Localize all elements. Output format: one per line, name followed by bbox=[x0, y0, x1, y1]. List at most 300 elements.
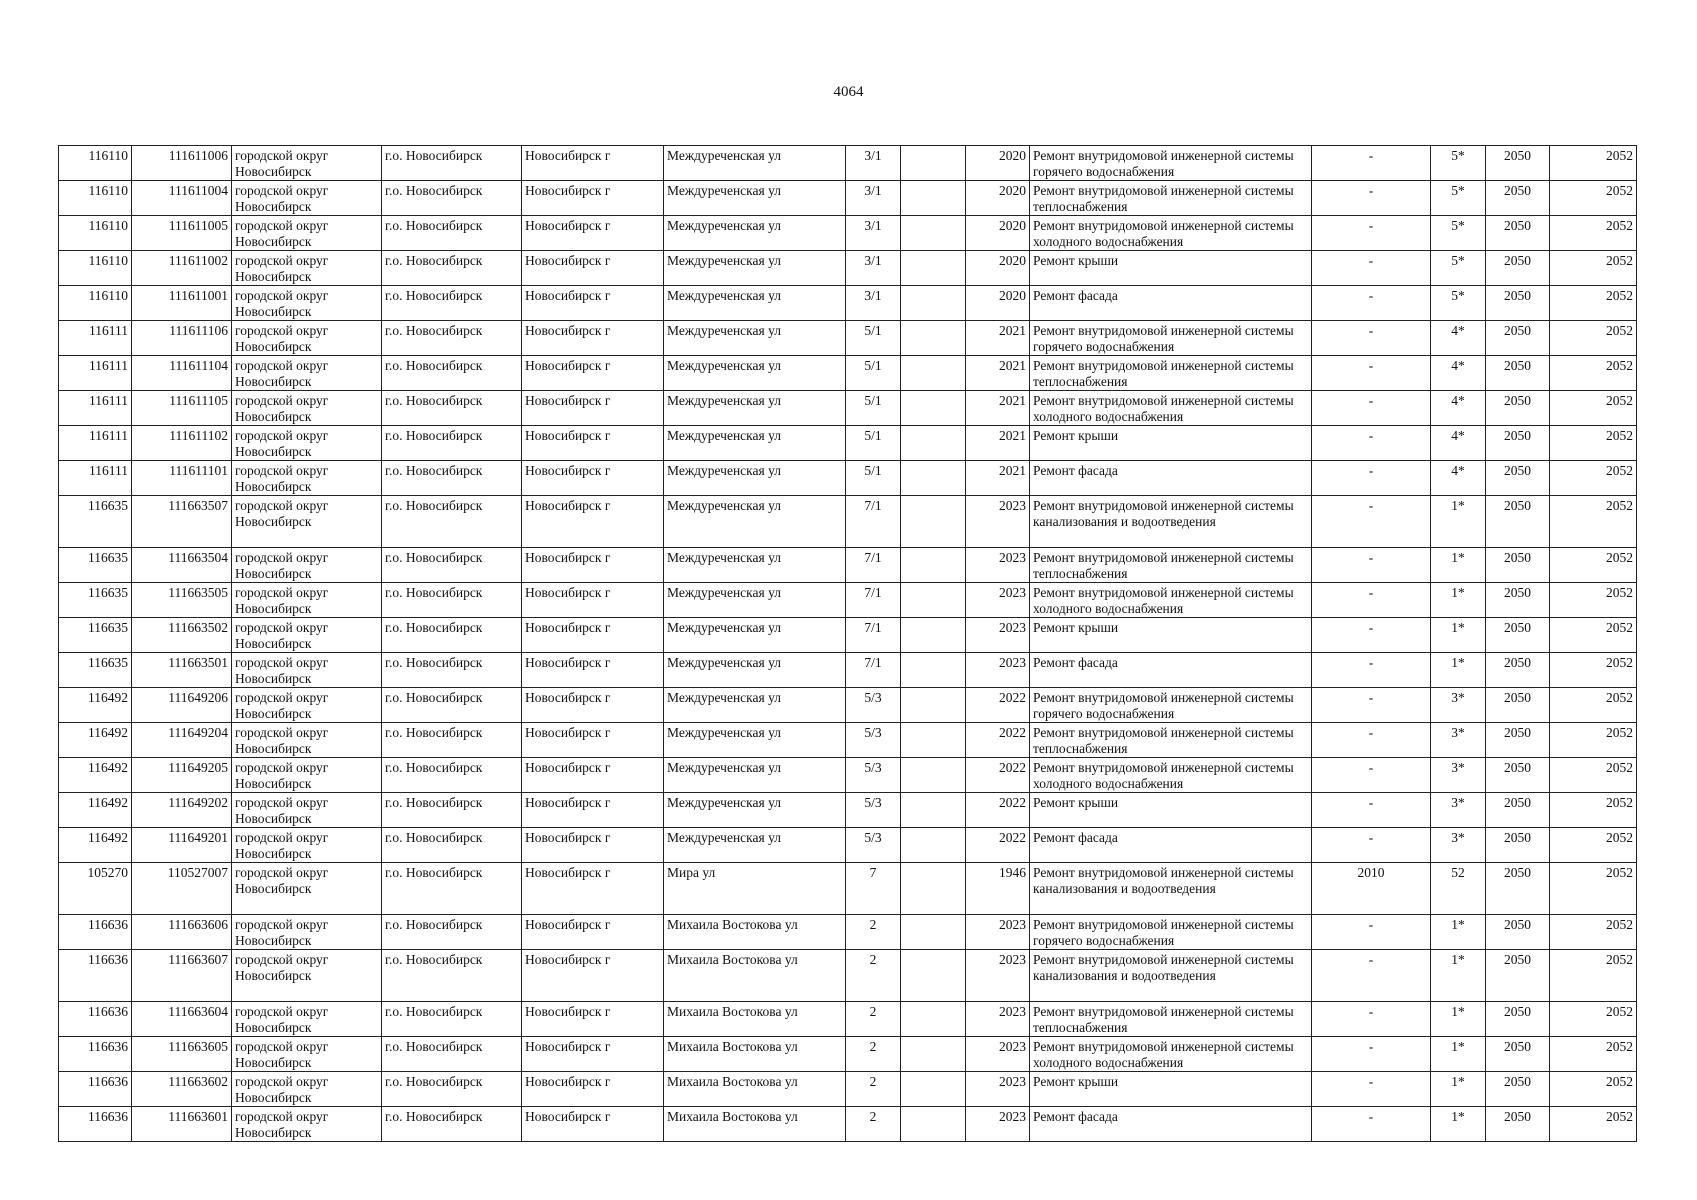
cell-year-built: 2020 bbox=[966, 146, 1030, 181]
cell-work-id: 111611006 bbox=[132, 146, 232, 181]
cell-house-number: 7/1 bbox=[846, 496, 901, 548]
cell-municipality: городской округ Новосибирск bbox=[232, 1037, 382, 1072]
cell-year-built: 2023 bbox=[966, 1072, 1030, 1107]
cell-year-built: 2020 bbox=[966, 216, 1030, 251]
cell-last-repair-year: 2010 bbox=[1312, 863, 1431, 915]
cell-last-repair-year: - bbox=[1312, 688, 1431, 723]
cell-last-repair-year: - bbox=[1312, 583, 1431, 618]
cell-wear: 1* bbox=[1431, 950, 1486, 1002]
cell-street: Междуреченская ул bbox=[664, 618, 846, 653]
cell-year-built: 2022 bbox=[966, 828, 1030, 863]
cell-plan-start: 2050 bbox=[1486, 216, 1550, 251]
cell-work-id: 111611101 bbox=[132, 461, 232, 496]
cell-locality: Новосибирск г bbox=[522, 1002, 664, 1037]
cell-house-number: 2 bbox=[846, 1072, 901, 1107]
cell-corpus bbox=[901, 618, 966, 653]
cell-last-repair-year: - bbox=[1312, 496, 1431, 548]
cell-house-number: 5/3 bbox=[846, 688, 901, 723]
cell-plan-end: 2052 bbox=[1550, 426, 1637, 461]
cell-locality: Новосибирск г bbox=[522, 496, 664, 548]
cell-locality: Новосибирск г bbox=[522, 583, 664, 618]
cell-house-number: 5/3 bbox=[846, 758, 901, 793]
cell-locality: Новосибирск г bbox=[522, 1107, 664, 1142]
cell-district: г.о. Новосибирск bbox=[382, 618, 522, 653]
cell-corpus bbox=[901, 461, 966, 496]
cell-last-repair-year: - bbox=[1312, 146, 1431, 181]
cell-work-type: Ремонт внутридомовой инженерной системы теплоснабжения bbox=[1030, 548, 1312, 583]
cell-last-repair-year: - bbox=[1312, 426, 1431, 461]
cell-street: Междуреченская ул bbox=[664, 251, 846, 286]
table-row bbox=[59, 828, 1637, 863]
cell-work-id: 111663505 bbox=[132, 583, 232, 618]
cell-plan-end: 2052 bbox=[1550, 758, 1637, 793]
cell-district: г.о. Новосибирск bbox=[382, 356, 522, 391]
cell-last-repair-year: - bbox=[1312, 758, 1431, 793]
cell-work-id: 111663504 bbox=[132, 548, 232, 583]
cell-plan-start: 2050 bbox=[1486, 863, 1550, 915]
cell-plan-end: 2052 bbox=[1550, 1072, 1637, 1107]
table-row bbox=[59, 356, 1637, 391]
cell-locality: Новосибирск г bbox=[522, 391, 664, 426]
cell-corpus bbox=[901, 391, 966, 426]
cell-corpus bbox=[901, 863, 966, 915]
cell-plan-start: 2050 bbox=[1486, 391, 1550, 426]
cell-corpus bbox=[901, 251, 966, 286]
cell-house-id: 105270 bbox=[59, 863, 132, 915]
cell-house-id: 116492 bbox=[59, 688, 132, 723]
cell-plan-start: 2050 bbox=[1486, 950, 1550, 1002]
table-row bbox=[59, 216, 1637, 251]
cell-year-built: 2023 bbox=[966, 1107, 1030, 1142]
cell-municipality: городской округ Новосибирск bbox=[232, 461, 382, 496]
cell-district: г.о. Новосибирск bbox=[382, 181, 522, 216]
cell-wear: 5* bbox=[1431, 286, 1486, 321]
cell-plan-end: 2052 bbox=[1550, 618, 1637, 653]
cell-work-id: 111611106 bbox=[132, 321, 232, 356]
cell-wear: 4* bbox=[1431, 391, 1486, 426]
cell-work-id: 110527007 bbox=[132, 863, 232, 915]
cell-work-id: 111663607 bbox=[132, 950, 232, 1002]
cell-house-id: 116636 bbox=[59, 1072, 132, 1107]
cell-house-id: 116111 bbox=[59, 321, 132, 356]
cell-corpus bbox=[901, 181, 966, 216]
cell-plan-start: 2050 bbox=[1486, 758, 1550, 793]
cell-work-id: 111611105 bbox=[132, 391, 232, 426]
cell-plan-start: 2050 bbox=[1486, 461, 1550, 496]
cell-year-built: 2023 bbox=[966, 618, 1030, 653]
cell-house-id: 116635 bbox=[59, 653, 132, 688]
cell-wear: 3* bbox=[1431, 688, 1486, 723]
cell-plan-end: 2052 bbox=[1550, 653, 1637, 688]
cell-house-number: 5/3 bbox=[846, 828, 901, 863]
cell-plan-start: 2050 bbox=[1486, 146, 1550, 181]
cell-locality: Новосибирск г bbox=[522, 863, 664, 915]
cell-year-built: 2021 bbox=[966, 391, 1030, 426]
cell-plan-end: 2052 bbox=[1550, 356, 1637, 391]
cell-locality: Новосибирск г bbox=[522, 461, 664, 496]
table-row bbox=[59, 653, 1637, 688]
cell-work-type: Ремонт крыши bbox=[1030, 251, 1312, 286]
cell-house-id: 116492 bbox=[59, 758, 132, 793]
cell-year-built: 2022 bbox=[966, 723, 1030, 758]
cell-corpus bbox=[901, 653, 966, 688]
cell-district: г.о. Новосибирск bbox=[382, 950, 522, 1002]
cell-district: г.о. Новосибирск bbox=[382, 688, 522, 723]
table-row bbox=[59, 426, 1637, 461]
cell-municipality: городской округ Новосибирск bbox=[232, 356, 382, 391]
cell-last-repair-year: - bbox=[1312, 1037, 1431, 1072]
cell-plan-end: 2052 bbox=[1550, 688, 1637, 723]
cell-plan-start: 2050 bbox=[1486, 548, 1550, 583]
cell-locality: Новосибирск г bbox=[522, 181, 664, 216]
cell-plan-start: 2050 bbox=[1486, 1072, 1550, 1107]
cell-house-id: 116635 bbox=[59, 583, 132, 618]
cell-locality: Новосибирск г bbox=[522, 653, 664, 688]
table-row bbox=[59, 863, 1637, 915]
cell-year-built: 2023 bbox=[966, 1037, 1030, 1072]
cell-work-type: Ремонт внутридомовой инженерной системы холодного водоснабжения bbox=[1030, 758, 1312, 793]
cell-district: г.о. Новосибирск bbox=[382, 583, 522, 618]
cell-district: г.о. Новосибирск bbox=[382, 1072, 522, 1107]
cell-house-number: 2 bbox=[846, 1002, 901, 1037]
table-row bbox=[59, 758, 1637, 793]
cell-street: Междуреченская ул bbox=[664, 496, 846, 548]
cell-wear: 4* bbox=[1431, 321, 1486, 356]
cell-plan-start: 2050 bbox=[1486, 793, 1550, 828]
cell-locality: Новосибирск г bbox=[522, 828, 664, 863]
cell-house-id: 116110 bbox=[59, 251, 132, 286]
cell-plan-start: 2050 bbox=[1486, 688, 1550, 723]
cell-street: Междуреченская ул bbox=[664, 548, 846, 583]
cell-work-type: Ремонт фасада bbox=[1030, 828, 1312, 863]
cell-plan-start: 2050 bbox=[1486, 583, 1550, 618]
cell-house-number: 2 bbox=[846, 915, 901, 950]
table-row bbox=[59, 723, 1637, 758]
cell-district: г.о. Новосибирск bbox=[382, 321, 522, 356]
cell-year-built: 2021 bbox=[966, 356, 1030, 391]
cell-corpus bbox=[901, 1002, 966, 1037]
cell-work-type: Ремонт внутридомовой инженерной системы холодного водоснабжения bbox=[1030, 391, 1312, 426]
cell-year-built: 2021 bbox=[966, 461, 1030, 496]
cell-corpus bbox=[901, 216, 966, 251]
cell-plan-end: 2052 bbox=[1550, 1107, 1637, 1142]
cell-work-type: Ремонт крыши bbox=[1030, 1072, 1312, 1107]
cell-last-repair-year: - bbox=[1312, 1002, 1431, 1037]
cell-street: Междуреченская ул bbox=[664, 286, 846, 321]
cell-municipality: городской округ Новосибирск bbox=[232, 950, 382, 1002]
cell-street: Междуреченская ул bbox=[664, 181, 846, 216]
cell-house-number: 7/1 bbox=[846, 618, 901, 653]
cell-plan-end: 2052 bbox=[1550, 723, 1637, 758]
cell-locality: Новосибирск г bbox=[522, 426, 664, 461]
cell-locality: Новосибирск г bbox=[522, 1072, 664, 1107]
cell-district: г.о. Новосибирск bbox=[382, 426, 522, 461]
cell-street: Междуреченская ул bbox=[664, 216, 846, 251]
cell-street: Междуреченская ул bbox=[664, 461, 846, 496]
cell-house-number: 5/1 bbox=[846, 461, 901, 496]
cell-last-repair-year: - bbox=[1312, 181, 1431, 216]
cell-locality: Новосибирск г bbox=[522, 723, 664, 758]
cell-district: г.о. Новосибирск bbox=[382, 653, 522, 688]
cell-year-built: 2020 bbox=[966, 181, 1030, 216]
cell-locality: Новосибирск г bbox=[522, 793, 664, 828]
cell-locality: Новосибирск г bbox=[522, 1037, 664, 1072]
cell-street: Михаила Востокова ул bbox=[664, 1037, 846, 1072]
cell-locality: Новосибирск г bbox=[522, 915, 664, 950]
table-row bbox=[59, 496, 1637, 548]
cell-plan-start: 2050 bbox=[1486, 1002, 1550, 1037]
cell-street: Междуреченская ул bbox=[664, 426, 846, 461]
cell-municipality: городской округ Новосибирск bbox=[232, 496, 382, 548]
cell-house-id: 116635 bbox=[59, 548, 132, 583]
cell-work-type: Ремонт внутридомовой инженерной системы теплоснабжения bbox=[1030, 181, 1312, 216]
cell-municipality: городской округ Новосибирск bbox=[232, 863, 382, 915]
cell-work-type: Ремонт внутридомовой инженерной системы теплоснабжения bbox=[1030, 1002, 1312, 1037]
table-row bbox=[59, 461, 1637, 496]
cell-corpus bbox=[901, 950, 966, 1002]
cell-municipality: городской округ Новосибирск bbox=[232, 146, 382, 181]
cell-wear: 4* bbox=[1431, 356, 1486, 391]
cell-house-number: 5/1 bbox=[846, 356, 901, 391]
cell-plan-start: 2050 bbox=[1486, 286, 1550, 321]
table-row bbox=[59, 181, 1637, 216]
cell-house-number: 5/1 bbox=[846, 426, 901, 461]
cell-house-number: 3/1 bbox=[846, 181, 901, 216]
cell-district: г.о. Новосибирск bbox=[382, 496, 522, 548]
cell-corpus bbox=[901, 496, 966, 548]
table-row bbox=[59, 1107, 1637, 1142]
cell-wear: 4* bbox=[1431, 461, 1486, 496]
cell-year-built: 2021 bbox=[966, 426, 1030, 461]
cell-work-type: Ремонт крыши bbox=[1030, 618, 1312, 653]
table-row bbox=[59, 1037, 1637, 1072]
cell-plan-end: 2052 bbox=[1550, 251, 1637, 286]
cell-last-repair-year: - bbox=[1312, 1107, 1431, 1142]
cell-plan-start: 2050 bbox=[1486, 723, 1550, 758]
cell-house-id: 116635 bbox=[59, 618, 132, 653]
cell-work-type: Ремонт внутридомовой инженерной системы горячего водоснабжения bbox=[1030, 321, 1312, 356]
cell-plan-start: 2050 bbox=[1486, 321, 1550, 356]
cell-work-id: 111663502 bbox=[132, 618, 232, 653]
cell-street: Михаила Востокова ул bbox=[664, 1072, 846, 1107]
cell-year-built: 2023 bbox=[966, 1002, 1030, 1037]
table-row bbox=[59, 286, 1637, 321]
cell-municipality: городской округ Новосибирск bbox=[232, 321, 382, 356]
table-row bbox=[59, 146, 1637, 181]
cell-corpus bbox=[901, 583, 966, 618]
cell-wear: 3* bbox=[1431, 793, 1486, 828]
cell-district: г.о. Новосибирск bbox=[382, 1002, 522, 1037]
cell-corpus bbox=[901, 758, 966, 793]
cell-work-type: Ремонт фасада bbox=[1030, 1107, 1312, 1142]
cell-work-type: Ремонт внутридомовой инженерной системы холодного водоснабжения bbox=[1030, 1037, 1312, 1072]
table-row bbox=[59, 1002, 1637, 1037]
cell-house-id: 116111 bbox=[59, 426, 132, 461]
cell-municipality: городской округ Новосибирск bbox=[232, 828, 382, 863]
cell-house-id: 116110 bbox=[59, 286, 132, 321]
cell-work-type: Ремонт фасада bbox=[1030, 286, 1312, 321]
cell-street: Междуреченская ул bbox=[664, 146, 846, 181]
cell-work-id: 111663602 bbox=[132, 1072, 232, 1107]
table-row bbox=[59, 583, 1637, 618]
cell-corpus bbox=[901, 828, 966, 863]
cell-house-id: 116636 bbox=[59, 1002, 132, 1037]
cell-plan-start: 2050 bbox=[1486, 251, 1550, 286]
cell-wear: 5* bbox=[1431, 251, 1486, 286]
cell-house-id: 116636 bbox=[59, 1107, 132, 1142]
cell-plan-end: 2052 bbox=[1550, 1037, 1637, 1072]
cell-street: Междуреченская ул bbox=[664, 828, 846, 863]
cell-work-type: Ремонт фасада bbox=[1030, 653, 1312, 688]
table-body bbox=[59, 146, 1637, 1142]
cell-house-number: 7/1 bbox=[846, 583, 901, 618]
cell-wear: 52 bbox=[1431, 863, 1486, 915]
cell-street: Междуреченская ул bbox=[664, 391, 846, 426]
cell-house-number: 7 bbox=[846, 863, 901, 915]
cell-street: Междуреченская ул bbox=[664, 688, 846, 723]
cell-municipality: городской округ Новосибирск bbox=[232, 548, 382, 583]
cell-work-id: 111611004 bbox=[132, 181, 232, 216]
cell-wear: 5* bbox=[1431, 181, 1486, 216]
cell-work-id: 111663606 bbox=[132, 915, 232, 950]
cell-district: г.о. Новосибирск bbox=[382, 251, 522, 286]
cell-plan-end: 2052 bbox=[1550, 1002, 1637, 1037]
cell-work-id: 111611104 bbox=[132, 356, 232, 391]
cell-district: г.о. Новосибирск bbox=[382, 1107, 522, 1142]
table-row bbox=[59, 950, 1637, 1002]
cell-plan-end: 2052 bbox=[1550, 391, 1637, 426]
cell-plan-end: 2052 bbox=[1550, 950, 1637, 1002]
cell-house-number: 3/1 bbox=[846, 146, 901, 181]
cell-plan-start: 2050 bbox=[1486, 618, 1550, 653]
cell-year-built: 1946 bbox=[966, 863, 1030, 915]
cell-district: г.о. Новосибирск bbox=[382, 863, 522, 915]
cell-plan-start: 2050 bbox=[1486, 496, 1550, 548]
cell-plan-end: 2052 bbox=[1550, 146, 1637, 181]
cell-last-repair-year: - bbox=[1312, 391, 1431, 426]
cell-locality: Новосибирск г bbox=[522, 321, 664, 356]
cell-year-built: 2023 bbox=[966, 915, 1030, 950]
cell-district: г.о. Новосибирск bbox=[382, 286, 522, 321]
cell-house-number: 5/1 bbox=[846, 321, 901, 356]
cell-work-id: 111663507 bbox=[132, 496, 232, 548]
cell-work-type: Ремонт крыши bbox=[1030, 793, 1312, 828]
cell-work-id: 111611005 bbox=[132, 216, 232, 251]
cell-plan-end: 2052 bbox=[1550, 496, 1637, 548]
cell-wear: 1* bbox=[1431, 618, 1486, 653]
cell-work-id: 111611001 bbox=[132, 286, 232, 321]
cell-work-type: Ремонт внутридомовой инженерной системы теплоснабжения bbox=[1030, 723, 1312, 758]
cell-plan-end: 2052 bbox=[1550, 286, 1637, 321]
cell-wear: 4* bbox=[1431, 426, 1486, 461]
cell-municipality: городской округ Новосибирск bbox=[232, 251, 382, 286]
cell-plan-end: 2052 bbox=[1550, 461, 1637, 496]
cell-work-type: Ремонт внутридомовой инженерной системы горячего водоснабжения bbox=[1030, 688, 1312, 723]
cell-plan-end: 2052 bbox=[1550, 548, 1637, 583]
cell-work-id: 111649201 bbox=[132, 828, 232, 863]
cell-corpus bbox=[901, 793, 966, 828]
cell-plan-end: 2052 bbox=[1550, 216, 1637, 251]
cell-plan-start: 2050 bbox=[1486, 426, 1550, 461]
cell-street: Мира ул bbox=[664, 863, 846, 915]
cell-last-repair-year: - bbox=[1312, 548, 1431, 583]
cell-street: Междуреченская ул bbox=[664, 356, 846, 391]
cell-district: г.о. Новосибирск bbox=[382, 723, 522, 758]
cell-street: Междуреченская ул bbox=[664, 653, 846, 688]
cell-corpus bbox=[901, 286, 966, 321]
cell-house-number: 7/1 bbox=[846, 548, 901, 583]
table-row bbox=[59, 793, 1637, 828]
cell-house-number: 2 bbox=[846, 1107, 901, 1142]
cell-work-type: Ремонт крыши bbox=[1030, 426, 1312, 461]
cell-plan-end: 2052 bbox=[1550, 321, 1637, 356]
cell-house-id: 116636 bbox=[59, 950, 132, 1002]
cell-year-built: 2023 bbox=[966, 950, 1030, 1002]
cell-year-built: 2023 bbox=[966, 583, 1030, 618]
cell-plan-start: 2050 bbox=[1486, 181, 1550, 216]
cell-street: Междуреченская ул bbox=[664, 793, 846, 828]
cell-district: г.о. Новосибирск bbox=[382, 915, 522, 950]
cell-house-id: 116636 bbox=[59, 915, 132, 950]
cell-plan-start: 2050 bbox=[1486, 828, 1550, 863]
cell-district: г.о. Новосибирск bbox=[382, 1037, 522, 1072]
cell-year-built: 2023 bbox=[966, 653, 1030, 688]
cell-year-built: 2021 bbox=[966, 321, 1030, 356]
cell-municipality: городской округ Новосибирск bbox=[232, 618, 382, 653]
cell-municipality: городской округ Новосибирск bbox=[232, 653, 382, 688]
cell-house-id: 116492 bbox=[59, 828, 132, 863]
cell-house-number: 3/1 bbox=[846, 286, 901, 321]
cell-house-number: 2 bbox=[846, 1037, 901, 1072]
cell-last-repair-year: - bbox=[1312, 793, 1431, 828]
cell-year-built: 2020 bbox=[966, 251, 1030, 286]
cell-municipality: городской округ Новосибирск bbox=[232, 391, 382, 426]
cell-municipality: городской округ Новосибирск bbox=[232, 583, 382, 618]
cell-municipality: городской округ Новосибирск bbox=[232, 723, 382, 758]
cell-corpus bbox=[901, 1107, 966, 1142]
cell-last-repair-year: - bbox=[1312, 950, 1431, 1002]
cell-house-id: 116111 bbox=[59, 391, 132, 426]
cell-house-number: 5/3 bbox=[846, 793, 901, 828]
cell-year-built: 2023 bbox=[966, 496, 1030, 548]
cell-year-built: 2020 bbox=[966, 286, 1030, 321]
cell-street: Михаила Востокова ул bbox=[664, 1107, 846, 1142]
cell-street: Михаила Востокова ул bbox=[664, 1002, 846, 1037]
cell-year-built: 2022 bbox=[966, 758, 1030, 793]
cell-municipality: городской округ Новосибирск bbox=[232, 1107, 382, 1142]
cell-corpus bbox=[901, 548, 966, 583]
cell-wear: 3* bbox=[1431, 758, 1486, 793]
cell-municipality: городской округ Новосибирск bbox=[232, 688, 382, 723]
cell-district: г.о. Новосибирск bbox=[382, 548, 522, 583]
table-row bbox=[59, 391, 1637, 426]
repair-registry-table bbox=[58, 145, 1637, 1142]
cell-work-id: 111663605 bbox=[132, 1037, 232, 1072]
cell-house-id: 116110 bbox=[59, 216, 132, 251]
cell-locality: Новосибирск г bbox=[522, 286, 664, 321]
cell-municipality: городской округ Новосибирск bbox=[232, 1002, 382, 1037]
cell-work-type: Ремонт внутридомовой инженерной системы горячего водоснабжения bbox=[1030, 915, 1312, 950]
cell-house-id: 116635 bbox=[59, 496, 132, 548]
cell-municipality: городской округ Новосибирск bbox=[232, 758, 382, 793]
cell-plan-start: 2050 bbox=[1486, 356, 1550, 391]
cell-work-type: Ремонт внутридомовой инженерной системы канализования и водоотведения bbox=[1030, 863, 1312, 915]
cell-plan-start: 2050 bbox=[1486, 915, 1550, 950]
cell-wear: 1* bbox=[1431, 583, 1486, 618]
cell-house-id: 116492 bbox=[59, 723, 132, 758]
cell-district: г.о. Новосибирск bbox=[382, 216, 522, 251]
table-row bbox=[59, 618, 1637, 653]
